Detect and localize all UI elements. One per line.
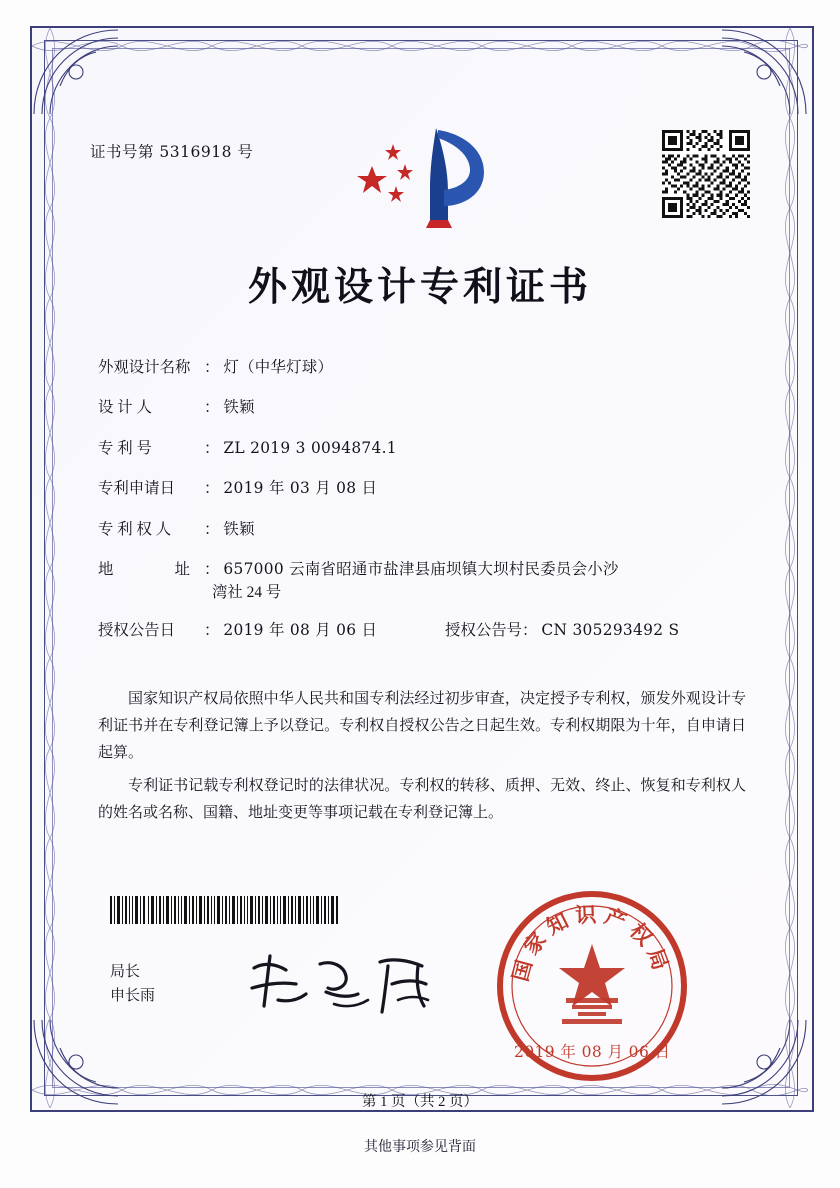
grant-number-label: 授权公告号 xyxy=(445,621,523,639)
grant-date-value: 2019 年 08 月 06 日 xyxy=(223,620,378,639)
seal-date: 2019 年 08 月 06 日 xyxy=(514,1043,671,1061)
field-colon: ： xyxy=(204,480,220,498)
svg-text:国家知识产权局: 国家知识产权局 xyxy=(507,901,676,984)
director-block xyxy=(110,960,155,1008)
certificate-number: 证书号第 5316918 号 xyxy=(90,143,254,161)
field-colon: ： xyxy=(204,561,220,579)
field-label: 设 计 人 xyxy=(98,399,152,417)
field-label: 专 利 权 人 xyxy=(98,520,172,538)
field-design-name xyxy=(98,360,748,375)
field-patent-number xyxy=(98,438,748,457)
field-address xyxy=(98,562,748,601)
field-value-line2: 湾社 24 号 xyxy=(212,584,282,602)
certificate-content xyxy=(52,48,788,1110)
grant-date-colon: ： xyxy=(204,621,220,639)
grant-date-label: 授权公告日 xyxy=(98,621,175,639)
grant-number-colon: ： xyxy=(522,621,538,639)
director-role: 局长 xyxy=(110,964,141,980)
cnipa-logo-icon xyxy=(352,120,502,230)
field-label: 专 利 号 xyxy=(98,439,152,457)
field-designer xyxy=(98,400,748,415)
field-colon: ： xyxy=(204,359,220,376)
field-value: ZL 2019 3 0094874.1 xyxy=(223,438,397,457)
page-title: 外观设计专利证书 xyxy=(247,264,592,310)
handwritten-signature xyxy=(242,948,452,1020)
field-label: 专利申请日 xyxy=(98,480,175,498)
paragraph-1: 国家知识产权局依照中华人民共和国专利法经过初步审查，决定授予专利权，颁发外观设计专利证书并在专利登记簿上予以登记。专利权自授权公告之日起生效。专利权期限为十年，自申请日起算。 xyxy=(98,691,746,761)
field-value: 2019 年 03 月 08 日 xyxy=(223,479,378,498)
paragraph-2: 专利证书记载专利权登记时的法律状况。专利权的转移、质押、无效、终止、恢复和专利权人的姓名或名称、国籍、地址变更等事项记载在专利登记簿上。 xyxy=(98,778,746,821)
field-label: 外观设计名称 xyxy=(98,359,191,376)
grant-number-value: CN 305293492 S xyxy=(541,620,680,639)
field-value: 657000 云南省昭通市盐津县庙坝镇大坝村民委员会小沙 xyxy=(223,560,619,579)
barcode xyxy=(110,896,340,924)
qr-code xyxy=(662,130,750,218)
director-name: 申长雨 xyxy=(110,988,156,1004)
field-grant-publication xyxy=(98,620,748,639)
field-list xyxy=(98,360,748,663)
footnote: 其他事项参见背面 xyxy=(364,1140,476,1155)
field-label: 地 址 xyxy=(98,561,190,579)
field-value: 铁颖 xyxy=(223,519,255,538)
field-colon: ： xyxy=(204,439,220,457)
field-patentee xyxy=(98,519,748,538)
field-value: 铁颖 xyxy=(223,398,255,417)
field-colon: ： xyxy=(204,520,220,538)
legal-text xyxy=(98,686,746,833)
field-value: 灯（中华灯球） xyxy=(223,358,334,376)
page-number: 第 1 页（共 2 页） xyxy=(362,1094,478,1110)
field-application-date xyxy=(98,481,748,496)
field-colon: ： xyxy=(204,399,220,417)
